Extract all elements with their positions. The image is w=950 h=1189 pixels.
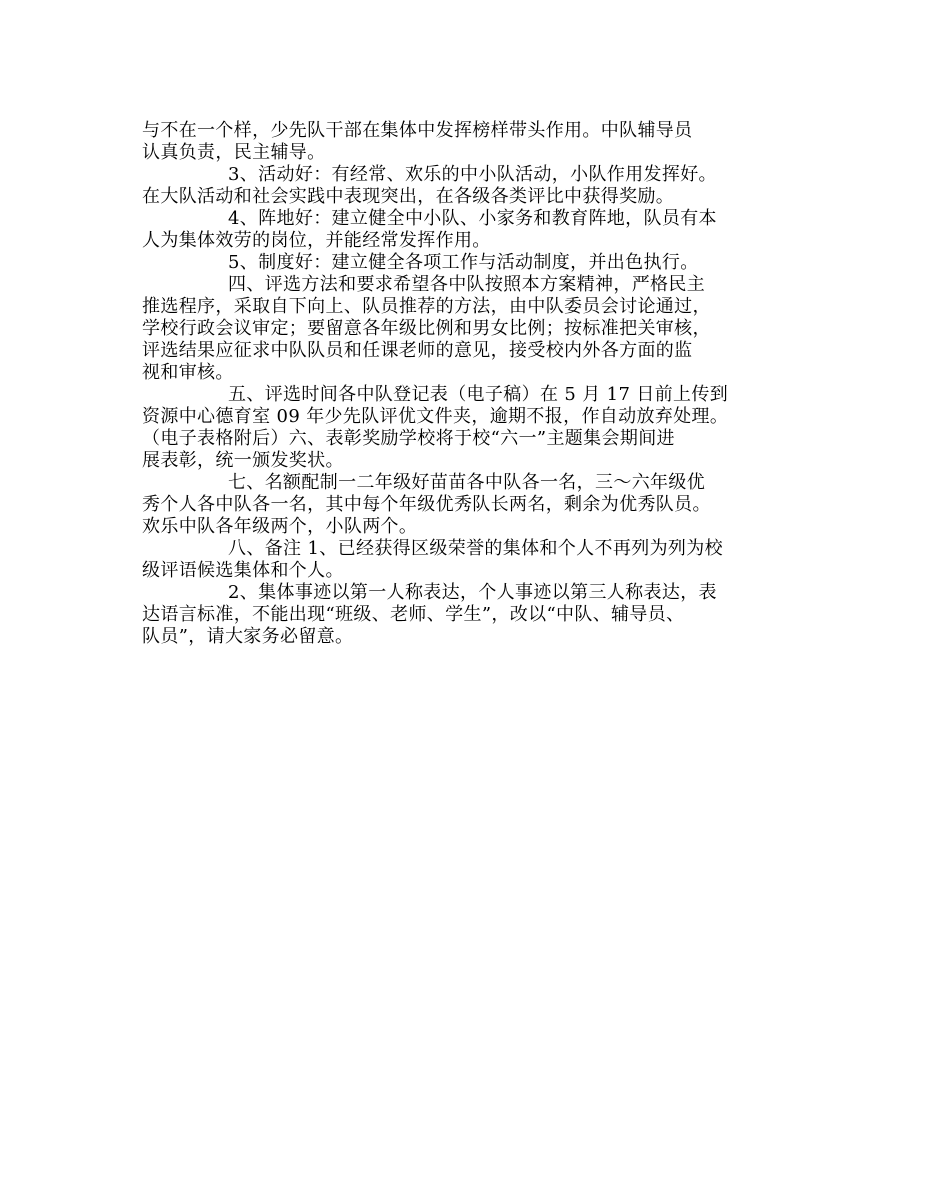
paragraph-line: 认真负责，民主辅导。 xyxy=(142,142,326,163)
paragraph-line: 与不在一个样，少先队干部在集体中发挥榜样带头作用。中队辅导员 xyxy=(142,120,693,141)
paragraph-line: 2、集体事迹以第一人称表达，个人事迹以第三人称表达，表 xyxy=(228,582,717,603)
paragraph-line: 3、活动好：有经常、欢乐的中小队活动，小队作用发挥好。 xyxy=(228,164,717,185)
paragraph-line: 5、制度好：建立健全各项工作与活动制度，并出色执行。 xyxy=(228,252,699,273)
paragraph-line: 队员”，请大家务必留意。 xyxy=(142,626,354,647)
paragraph-line: 推选程序，采取自下向上、队员推荐的方法，由中队委员会讨论通过， xyxy=(142,296,711,317)
paragraph-line: 评选结果应征求中队队员和任课老师的意见，接受校内外各方面的监 xyxy=(142,340,693,361)
document-body xyxy=(142,120,828,648)
paragraph-line: 八、备注 1、已经获得区级荣誉的集体和个人不再列为列为校 xyxy=(228,538,723,559)
paragraph-line: 五、评选时间各中队登记表（电子稿）在 5 月 17 日前上传到 xyxy=(228,384,729,405)
paragraph-line: 资源中心德育室 09 年少先队评优文件夹，逾期不报，作自动放弃处理。 xyxy=(142,406,729,427)
paragraph-line: 在大队活动和社会实践中表现突出，在各级各类评比中获得奖励。 xyxy=(142,186,675,207)
paragraph-line: （电子表格附后）六、表彰奖励学校将于校“六一”主题集会期间进 xyxy=(142,428,675,449)
paragraph-line: 学校行政会议审定；要留意各年级比例和男女比例；按标准把关审核， xyxy=(142,318,711,339)
paragraph-line: 四、评选方法和要求希望各中队按照本方案精神，严格民主 xyxy=(228,274,706,295)
paragraph-line: 展表彰，统一颁发奖状。 xyxy=(142,450,344,471)
paragraph-line: 七、名额配制一二年级好苗苗各中队各一名，三～六年级优 xyxy=(228,472,706,493)
paragraph-line: 欢乐中队各年级两个，小队两个。 xyxy=(142,516,418,537)
paragraph-line: 4、阵地好：建立健全中小队、小家务和教育阵地，队员有本 xyxy=(228,208,717,229)
paragraph-line: 达语言标准，不能出现“班级、老师、学生”，改以“中队、辅导员、 xyxy=(142,604,685,625)
paragraph-line: 秀个人各中队各一名，其中每个年级优秀队长两名，剩余为优秀队员。 xyxy=(142,494,711,515)
paragraph-line: 人为集体效劳的岗位，并能经常发挥作用。 xyxy=(142,230,491,251)
paragraph-line: 级评语候选集体和个人。 xyxy=(142,560,344,581)
paragraph-line: 视和审核。 xyxy=(142,362,234,383)
